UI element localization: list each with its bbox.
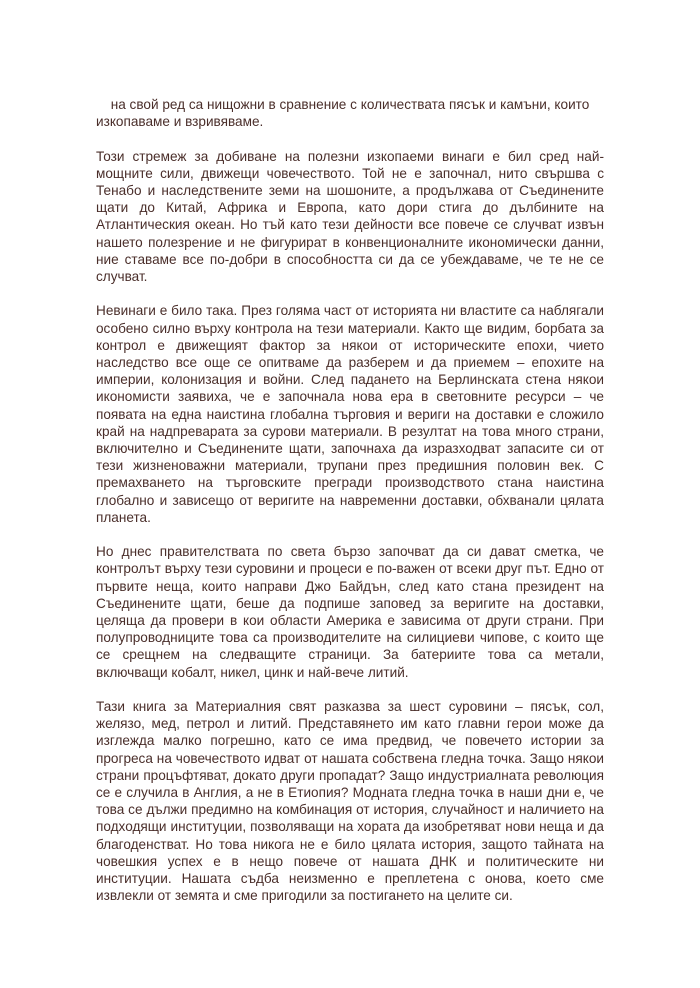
paragraph-2: Този стремеж за добиване на полезни изкопаеми винаги е бил сред най-мощните сили, движещи човечеството. Той не е започнал, нито свършва с Тенабо и наследствените земи на шошоните, а продължава от Съединените щати до Китай, Африка и Европа, като дори стига до дълбините на Атлантическия океан. Но тъй като тези дейности все повече се случват извън нашето полезрение и не фигурират в конвенционалните икономически данни, ние ставаме все по-добри в способността си да се убеждаваме, че те не се случват. <box>96 148 604 285</box>
paragraph-4: Но днес правителствата по света бързо започват да си дават сметка, че контролът върху тези суровини и процеси е по-важен от всеки друг път. Едно от първите неща, които направи Джо Байдън, след като стана президент на Съединените щати, беше да подпише заповед за веригите на доставки, целяща да провери в кои области Америка е зависима от други страни. При полупроводниците това са производителите на силициеви чипове, с които ще се срещнем на следващите страници. За батериите това са метали, включващи кобалт, никел, цинк и най-вече литий. <box>96 544 604 680</box>
body-text <box>96 96 604 922</box>
paragraph-1: на свой ред са нищожни в сравнение с количествата пясък и камъни, които изкопаваме и взривяваме. <box>96 97 590 130</box>
paragraph-5: Тази книга за Материалния свят разказва за шест суровини – пясък, сол, желязо, мед, петрол и литий. Представянето им като главни герои може да изглежда малко погрешно, като се има предвид, че повечето истории за прогреса на човечеството идват от нашата собствена гледна точка. Защо някои страни процъфтяват, докато други пропадат? Защо индустриалната революция се е случила в Англия, а не в Етиопия? Модната гледна точка в наши дни е, че това се дължи предимно на комбинация от история, случайност и наличието на подходящи институции, позволяващи на хората да изобретяват нови неща и да благоденстват. Но това никога не е било цялата история, защото тайната на човешкия успех е в нещо повече от нашата ДНК и политическите ни институции. Нашата съдба неизменно е преплетена с онова, което сме извлекли от земята и сме пригодили за постигането на целите си. <box>96 699 604 904</box>
paragraph-3: Невинаги е било така. През голяма част от историята ни властите са наблягали особено силно върху контрола на тези материали. Както ще видим, борбата за контрол е движещият фактор за някои от историческите епохи, чието наследство все още се опитваме да разберем и да приемем – епохите на империи, колонизация и войни. След падането на Берлинската стена някои икономисти заявиха, че е започнала нова ера в световните ресурси – че появата на една наистина глобална търговия и вериги на доставки е сложило край на надпреварата за сурови материали. В резултат на това много страни, включително и Съединените щати, започнаха да изразходват запасите си от тези жизненоважни материали, трупани през предишния половин век. С премахването на търговските прегради производството стана наистина глобално и зависещо от веригите на навременни доставки, обхванали цялата планета. <box>96 303 604 525</box>
